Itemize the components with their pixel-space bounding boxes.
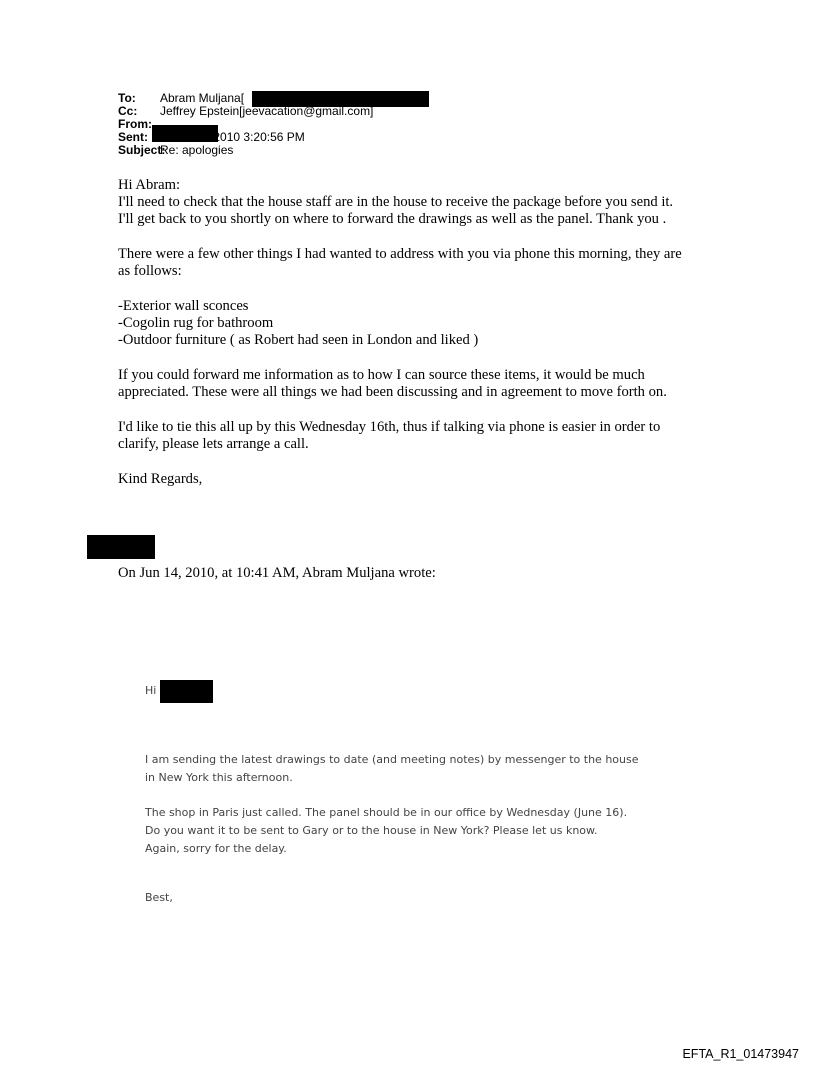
- body-line: appreciated. These were all things we had been discussing and in agreement to move forth on.: [118, 384, 667, 400]
- sent-value: Mon 6/14/2010 3:20:56 PM: [160, 130, 305, 144]
- redaction-box: [87, 535, 155, 559]
- to-label: To:: [118, 91, 136, 105]
- subject-label: Subject:: [118, 143, 166, 157]
- quote-line: The shop in Paris just called. The panel should be in our office by Wednesday (June 16).: [145, 806, 628, 819]
- quote-intro: On Jun 14, 2010, at 10:41 AM, Abram Muljana wrote:: [118, 565, 436, 581]
- to-value: Abram Muljana[: [160, 91, 245, 105]
- list-item: -Cogolin rug for bathroom: [118, 315, 274, 331]
- cc-value: Jeffrey Epstein[jeevacation@gmail.com]: [160, 104, 374, 118]
- from-label: From:: [118, 117, 152, 131]
- quote-line: Do you want it to be sent to Gary or to the house in New York? Please let us know.: [145, 824, 598, 837]
- greeting: Hi Abram:: [118, 177, 181, 193]
- document-id: EFTA_R1_01473947: [682, 1047, 799, 1061]
- body-line: clarify, please lets arrange a call.: [118, 436, 309, 452]
- body-line: I'll get back to you shortly on where to forward the drawings as well as the panel. Thank you .: [118, 211, 667, 227]
- quote-closing: Best,: [145, 891, 173, 904]
- cc-label: Cc:: [118, 104, 138, 118]
- list-item: -Exterior wall sconces: [118, 298, 249, 314]
- quote-line: I am sending the latest drawings to date (and meeting notes) by messenger to the house: [145, 753, 639, 766]
- body-line: There were a few other things I had wanted to address with you via phone this morning, they are: [118, 246, 682, 262]
- sent-label: Sent:: [118, 130, 148, 144]
- redaction-box: [160, 680, 213, 703]
- quote-line: Again, sorry for the delay.: [145, 842, 287, 855]
- body-line: I'd like to tie this all up by this Wednesday 16th, thus if talking via phone is easier in order to: [118, 419, 661, 435]
- body-line: I'll need to check that the house staff are in the house to receive the package before you send it.: [118, 194, 674, 210]
- body-line: as follows:: [118, 263, 182, 279]
- closing: Kind Regards,: [118, 471, 203, 487]
- subject-value: Re: apologies: [160, 143, 234, 157]
- list-item: -Outdoor furniture ( as Robert had seen in London and liked ): [118, 332, 479, 348]
- quote-line: in New York this afternoon.: [145, 771, 293, 784]
- body-line: If you could forward me information as to how I can source these items, it would be much: [118, 367, 645, 383]
- quote-greeting: Hi: [145, 684, 157, 697]
